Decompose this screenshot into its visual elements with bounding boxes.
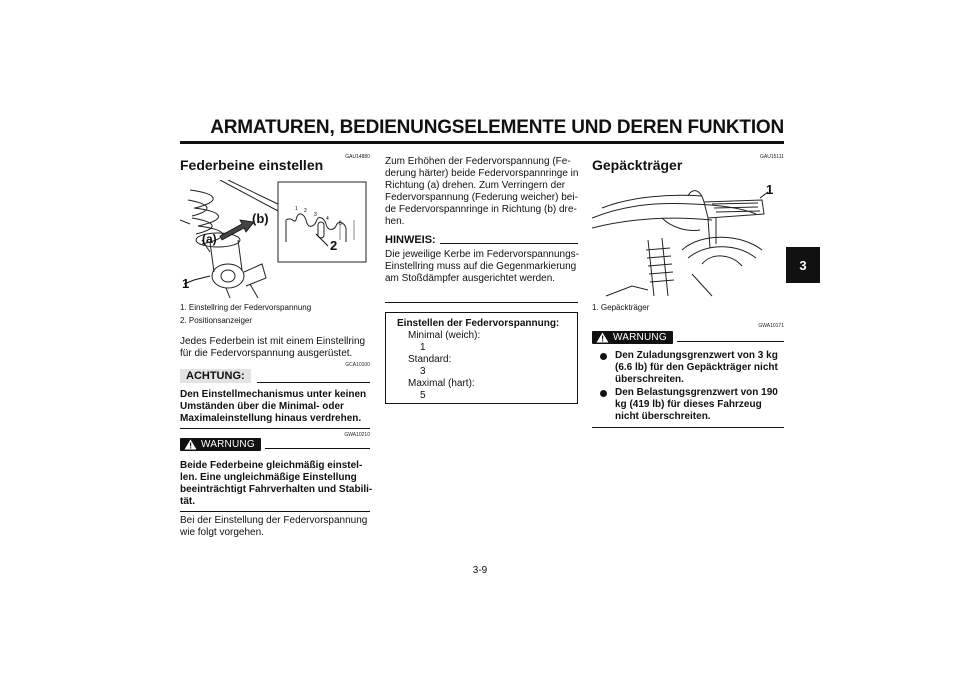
warning-triangle-icon [184,439,197,450]
warning-end-rule [180,511,370,512]
figure-caption-1: 1. Einstellring der Federvorspannung [180,303,312,312]
luggage-warning-list [600,350,784,424]
section-code: GAU14880 [345,154,370,160]
bullet-icon [600,390,607,397]
warning-badge-luggage [592,331,673,344]
shock-absorber-figure [180,180,370,298]
achtung-header [180,369,370,383]
outro-paragraph: Bei der Einstellung der Federvorspannung wie folgt vorgehen. [180,515,368,539]
scale-mark-4: 4 [326,216,329,222]
box-row-maximal-value: 5 [420,390,426,401]
intro-paragraph: Jedes Federbein ist mit einem Einstellring für die Federvorspannung ausgerüstet. [180,336,366,360]
chapter-tab: 3 [786,247,820,283]
box-row-maximal-label: Maximal (hart): [408,378,475,389]
hinweis-end-rule [385,302,578,303]
box-row-minimal-label: Minimal (weich): [408,330,481,341]
warning-text: Beide Federbeine gleichmäßig einstellen. Eine ungleichmäßige Einstellung beeinträchtigt Fahrverhalten und Stabilität. [180,460,373,508]
list-item [600,387,784,423]
warning-label: WARNUNG [201,439,255,450]
achtung-end-rule [180,428,370,429]
warning-badge [180,438,261,451]
bullet-text-2: Den Belastungsgrenzwert von 190 kg (419 lb) für dieses Fahrzeug nicht überschreiten. [615,387,778,423]
direction-arrow-icon [220,220,254,240]
section-code-luggage: GAU15111 [760,154,784,160]
list-item [600,350,784,386]
warning-header [180,438,370,451]
achtung-label: ACHTUNG: [180,369,251,383]
box-title: Einstellen der Federvorspannung: [397,318,560,329]
page-number: 3-9 [472,565,488,576]
spring-preload-box [385,312,578,404]
scale-mark-3: 3 [314,212,317,218]
section-heading-luggage: Gepäckträger [592,157,683,173]
box-row-standard-value: 3 [420,366,426,377]
hinweis-rule [440,243,578,244]
bullet-text-1: Den Zuladungsgrenzwert von 3 kg (6.6 lb) für den Gepäckträger nicht überschreiten. [615,350,778,386]
callout-2: 2 [330,238,338,253]
page-title: ARMATUREN, BEDIENUNGSELEMENTE UND DEREN FUNKTION [210,117,784,138]
achtung-text: Den Einstellmechanismus unter keinen Umständen über die Minimal- oder Maximaleinstellung hinaus verdrehen. [180,389,367,425]
rack-caption: 1. Gepäckträger [592,303,650,312]
scale-mark-2: 2 [304,208,307,214]
warning-header-luggage [592,331,784,344]
callout-rack-1: 1 [766,182,774,197]
luggage-rack-figure [592,178,784,298]
bullet-icon [600,353,607,360]
scale-mark-5: 5 [339,221,342,227]
adjustment-paragraph: Zum Erhöhen der Federvorspannung (Federung härter) beide Federvorspannringe in Richtung (a) drehen. Zum Verringern der Federvorspannung (Federung weicher) beide Federvorspannringe in Richtung (b) drehen. [385,156,579,228]
hinweis-text: Die jeweilige Kerbe im Federvorspannungs-Einstellring muss auf die Gegenmarkierung am Stoßdämpfer ausgerichtet werden. [385,249,579,285]
achtung-code: GCA10100 [345,362,370,368]
direction-b-label: (b) [252,211,269,226]
scale-mark-1: 1 [295,206,298,212]
section-heading: Federbeine einstellen [180,157,324,173]
callout-1: 1 [182,276,190,291]
figure-caption-2: 2. Positionsanzeiger [180,316,253,325]
warning-rule-luggage [677,341,784,342]
warning-label-luggage: WARNUNG [613,332,667,343]
luggage-rack-illustration [592,178,784,298]
warning-code: GWA10210 [344,432,370,438]
title-rule [180,141,784,144]
warning-triangle-icon [596,332,609,343]
hinweis-header [385,234,578,246]
direction-a-label: (a) [202,232,217,246]
warning-end-rule-luggage [592,427,784,428]
achtung-rule [257,382,370,383]
box-row-minimal-value: 1 [420,342,426,353]
hinweis-label: HINWEIS: [385,234,436,246]
warning-code-luggage: GWA10171 [758,323,784,329]
warning-rule [265,448,370,449]
box-row-standard-label: Standard: [408,354,452,365]
